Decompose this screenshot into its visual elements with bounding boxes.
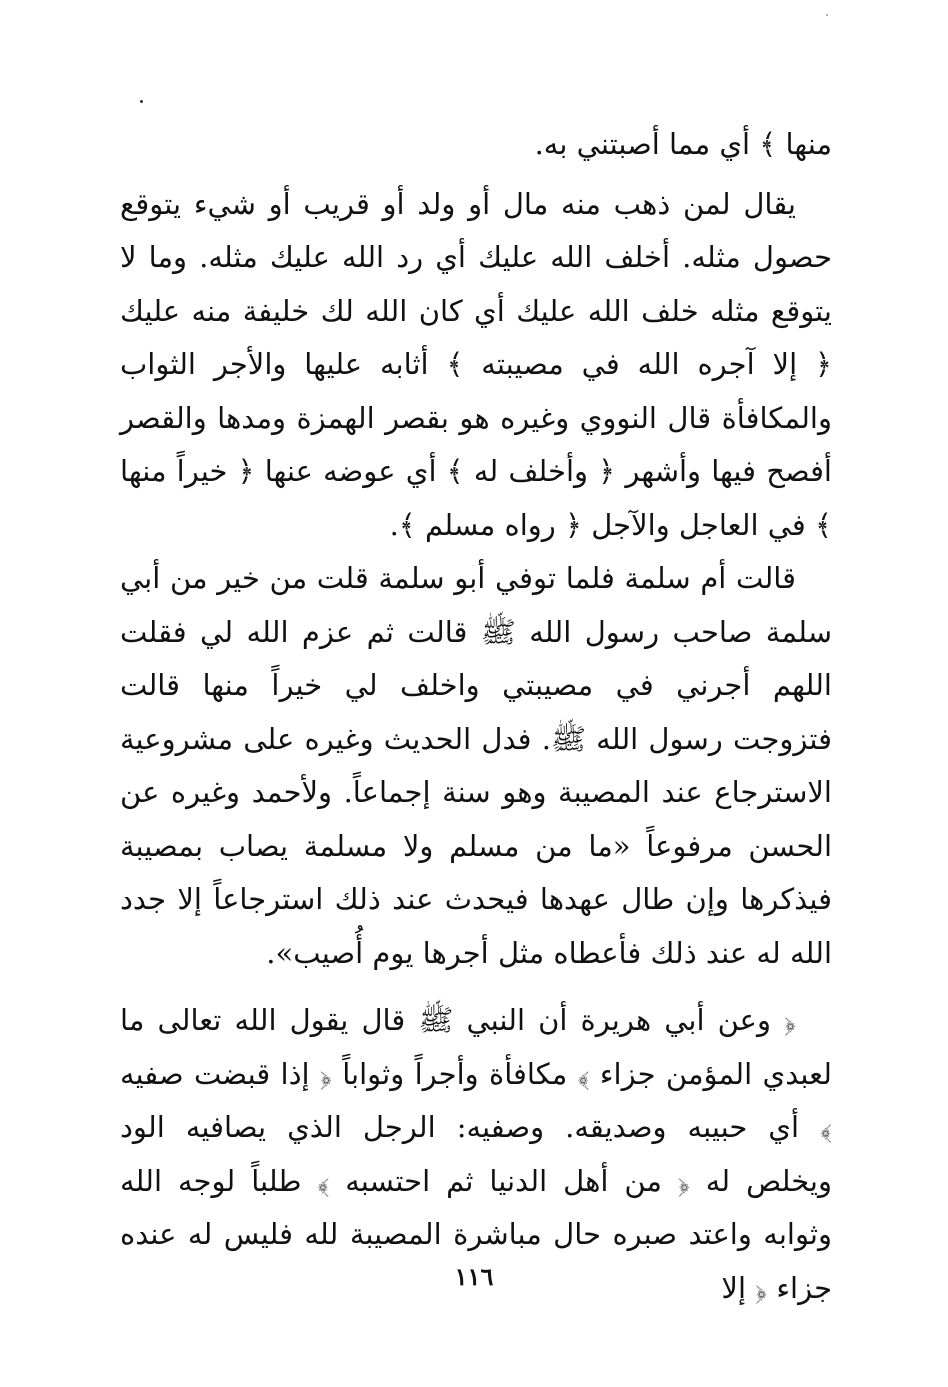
paragraph: يقال لمن ذهب منه مال أو ولد أو قريب أو شيء يتوقع حصول مثله. أخلف الله عليك أي رد الله عليك مثله. وما لا يتوقع مثله خلف الله عليك أي كان الله لك خليفة منه عليك ﴿ إلا آجره الله في مصيبته ﴾ أثابه عليها والأجر الثواب والمكافأة قال النووي وغيره هو بقصر الهمزة ومدها والقصر أفصح فيها وأشهر ﴿ وأخلف له ﴾ أي عوضه عنها ﴿ خيراً منها ﴾ في العاجل والآجل ﴿ رواه مسلم ﴾. (120, 186, 832, 542)
paragraph: قالت أم سلمة فلما توفي أبو سلمة قلت من خير من أبي سلمة صاحب رسول الله ﷺ قالت ثم عزم الله لي فقلت اللهم أجرني في مصيبتي واخلف لي خيراً منها قالت فتزوجت رسول الله ﷺ. فدل الحديث وغيره على مشروعية الاسترجاع عند المصيبة وهو سنة إجماعاً. ولأحمد وغيره عن الحسن مرفوعاً «ما من مسلم ولا مسلمة يصاب بمصيبة فيذكرها وإن طال عهدها فيحدث عند ذلك استرجاعاً إلا جدد الله له عند ذلك فأعطاه مثل أجرها يوم أُصيب». (120, 561, 832, 970)
speck-mark (826, 14, 828, 16)
paragraph: ﴿ وعن أبي هريرة أن النبي ﷺ قال يقول الله تعالى ما لعبدي المؤمن جزاء ﴾ مكافأة وأجراً وثواباً ﴿ إذا قبضت صفيه ﴾ أي حبيبه وصديقه. وصفيه: الرجل الذي يصافيه الود ويخلص له ﴿ من أهل الدنيا ثم احتسبه ﴾ طلباً لوجه الله وثوابه واعتد صبره حال مباشرة المصيبة لله فليس له عنده جزاء ﴿ إلا (120, 1003, 832, 1305)
paragraph: منها ﴾ أي مما أصبتني به. (534, 127, 832, 161)
page-body (120, 118, 832, 1315)
page-number: ١١٦ (454, 1262, 494, 1291)
speck-mark (140, 100, 143, 103)
